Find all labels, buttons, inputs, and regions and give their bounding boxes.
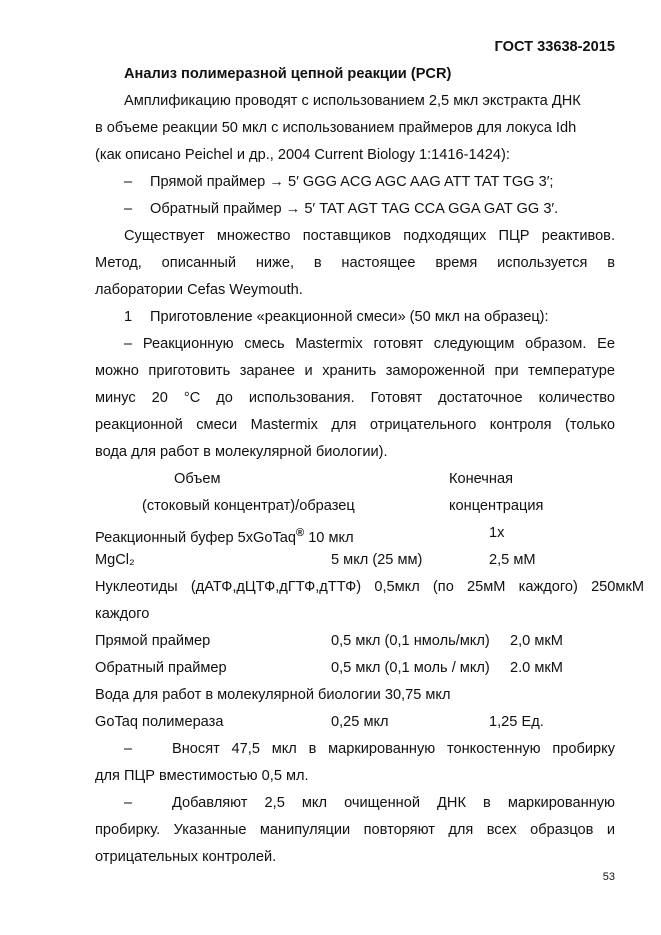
table-head-final: Конечная xyxy=(449,471,513,487)
reagent-final: 2.0 мкМ xyxy=(510,660,563,676)
intro-line-1: Амплификацию проводят с использованием 2,5 мкл экстракта ДНК xyxy=(124,93,581,109)
step-number: 1 xyxy=(124,309,133,325)
reagent-name: Обратный праймер xyxy=(95,660,227,676)
step-b-line-1: Добавляют 2,5 мкл очищенной ДНК в маркированную xyxy=(172,795,615,811)
reagent-name: Вода для работ в молекулярной биологии 30,75 мкл xyxy=(95,687,451,703)
reagent-name: Реакционный буфер 5xGoTaq xyxy=(95,529,297,546)
step-b-line-3: отрицательных контролей. xyxy=(95,849,277,865)
reagent-name: Нуклеотиды (дАТФ,дЦТФ,дГТФ,дТТФ) 0,5мкл (по 25мМ каждого) 250мкМ xyxy=(95,579,644,595)
reagent-name: GoTaq полимераза xyxy=(95,714,224,730)
step-dash: – xyxy=(124,741,133,757)
step-b-line-2: пробирку. Указанные манипуляции повторяют для всех образцов и xyxy=(95,822,615,838)
section-title: Анализ полимеразной цепной реакции (PCR) xyxy=(124,66,452,82)
reagent-volume: 10 мкл xyxy=(304,529,354,546)
reagent-name-cont: каждого xyxy=(95,606,150,622)
registered-mark: ® xyxy=(296,527,305,539)
primer-dash: – xyxy=(124,201,133,217)
suppliers-line-2: Метод, описанный ниже, в настоящее время используется в xyxy=(95,255,615,271)
step-a-line-1: Вносят 47,5 мкл в маркированную тонкостенную пробирку xyxy=(172,741,615,757)
mastermix-line-3: минус 20 °С до использования. Готовят достаточное количество xyxy=(95,390,615,406)
page-number: 53 xyxy=(602,871,615,883)
step-a-line-2: для ПЦР вместимостью 0,5 мл. xyxy=(95,768,309,784)
reagent-name: Прямой праймер xyxy=(95,633,211,649)
table-head-volume-sub: (стоковый концентрат)/образец xyxy=(142,498,355,514)
table-head-final-sub: концентрация xyxy=(449,498,544,514)
reverse-primer: Обратный праймер → 5′ TAT AGT TAG CCA GGA GAT GG 3′. xyxy=(150,201,559,217)
mastermix-line-1: – Реакционную смесь Mastermix готовят следующим образом. Ее xyxy=(124,336,615,352)
primer-dash: – xyxy=(124,174,133,190)
reagent-volume: 0,5 мкл (0,1 нмоль/мкл) xyxy=(331,633,490,649)
reagent-volume: 0,5 мкл (0,1 моль / мкл) xyxy=(331,660,490,676)
mastermix-line-2: можно приготовить заранее и хранить замороженной при температуре xyxy=(95,363,615,379)
step-dash: – xyxy=(124,795,133,811)
reagent-final: 1x xyxy=(489,525,505,541)
mastermix-line-5: вода для работ в молекулярной биологии). xyxy=(95,444,388,460)
table-row xyxy=(95,524,354,547)
table-head-volume: Объем xyxy=(174,471,221,487)
suppliers-line-3: лаборатории Cefas Weymouth. xyxy=(95,282,303,298)
reagent-volume: 5 мкл (25 мм) xyxy=(331,552,423,568)
intro-line-2: в объеме реакции 50 мкл с использованием праймеров для локуса Idh xyxy=(95,120,577,136)
forward-primer: Прямой праймер → 5′ GGG ACG AGC AAG ATT TAT TGG 3′; xyxy=(150,174,554,190)
reagent-name: MgCl₂ xyxy=(95,552,135,568)
reagent-final: 1,25 Ед. xyxy=(489,714,544,730)
reagent-final: 2,0 мкМ xyxy=(510,633,563,649)
reagent-volume: 0,25 мкл xyxy=(331,714,389,730)
suppliers-line-1: Существует множество поставщиков подходящих ПЦР реактивов. xyxy=(124,228,615,244)
step-1-text: Приготовление «реакционной смеси» (50 мкл на образец): xyxy=(150,309,549,325)
document-id: ГОСТ 33638-2015 xyxy=(494,39,615,55)
mastermix-line-4: реакционной смеси Mastermix для отрицательного контроля (только xyxy=(95,417,615,433)
intro-line-3: (как описано Peichel и др., 2004 Current Biology 1:1416-1424): xyxy=(95,147,510,163)
reagent-final: 2,5 мМ xyxy=(489,552,536,568)
